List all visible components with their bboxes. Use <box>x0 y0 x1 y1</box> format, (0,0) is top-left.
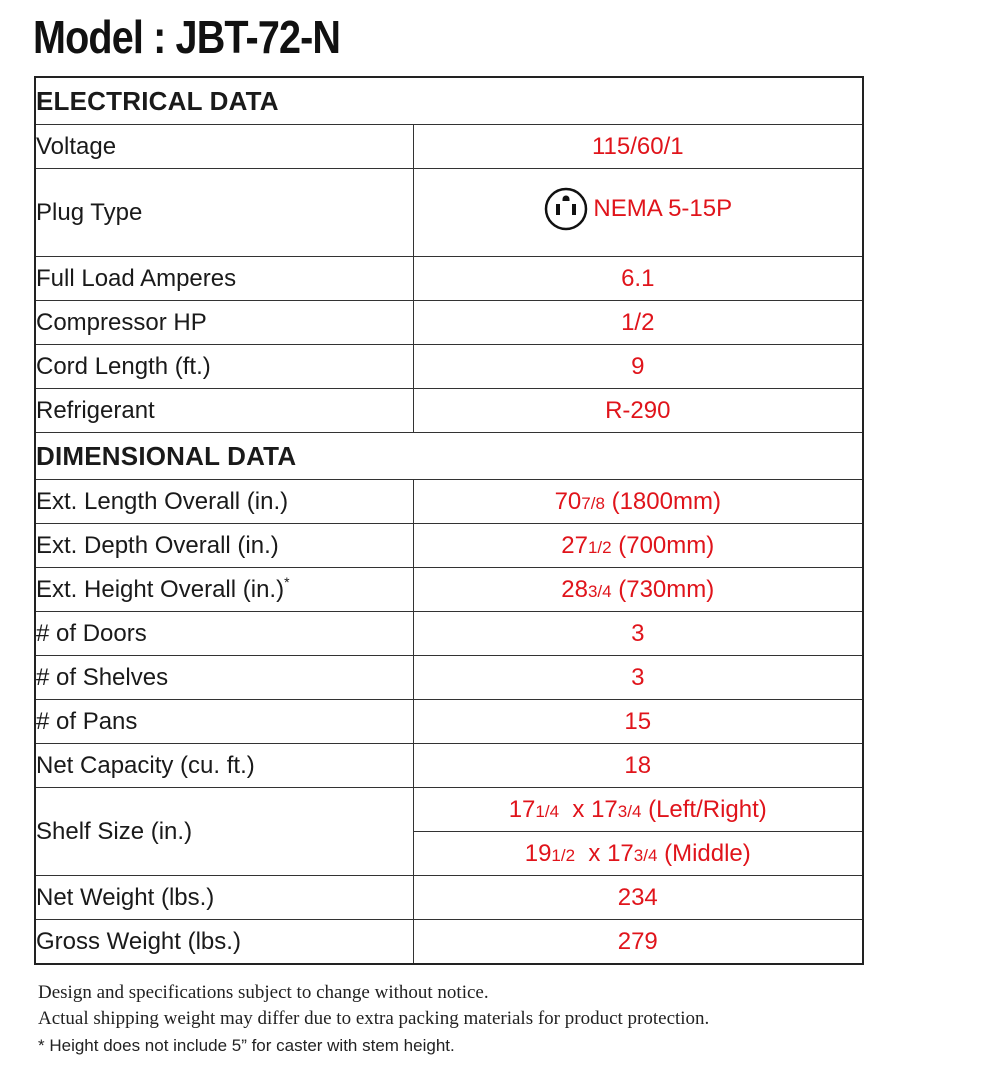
note-change-notice: Design and specifications subject to change without notice. <box>38 982 489 1003</box>
value-note: (Middle) <box>657 839 751 867</box>
row-label: # of Doors <box>35 612 413 656</box>
table-row <box>35 700 863 744</box>
row-value <box>413 788 863 832</box>
row-label: Gross Weight (lbs.) <box>35 920 413 965</box>
table-row <box>35 568 863 612</box>
row-label: Ext. Depth Overall (in.) <box>35 524 413 568</box>
row-value <box>413 568 863 612</box>
row-value: 18 <box>413 744 863 788</box>
table-row <box>35 480 863 524</box>
row-label <box>35 568 413 612</box>
row-value: 6.1 <box>413 257 863 301</box>
row-label: Plug Type <box>35 169 413 257</box>
footnote-mark: * <box>284 573 290 590</box>
value-fraction: 1/2 <box>551 845 576 865</box>
row-value: 3 <box>413 656 863 700</box>
row-value: 115/60/1 <box>413 125 863 169</box>
value-metric: (700mm) <box>611 531 715 559</box>
note-shipping-weight: Actual shipping weight may differ due to extra packing materials for product protection. <box>38 1008 710 1029</box>
row-value: R-290 <box>413 389 863 433</box>
value-whole: 27 <box>561 531 588 559</box>
value-fraction: 3/4 <box>633 845 658 865</box>
row-value <box>413 169 863 257</box>
value-whole: 17 <box>607 839 634 867</box>
row-label: # of Shelves <box>35 656 413 700</box>
spec-table <box>34 76 864 965</box>
table-row <box>35 345 863 389</box>
table-row <box>35 656 863 700</box>
row-label: Refrigerant <box>35 389 413 433</box>
row-value: 234 <box>413 876 863 920</box>
value-fraction: 1/2 <box>587 537 612 557</box>
row-label: Voltage <box>35 125 413 169</box>
row-label: Full Load Amperes <box>35 257 413 301</box>
value-whole: 17 <box>591 795 618 823</box>
section-header-dimensional <box>35 433 863 480</box>
row-label: Net Weight (lbs.) <box>35 876 413 920</box>
table-row <box>35 788 863 832</box>
section-header-electrical <box>35 77 863 125</box>
row-value: 15 <box>413 700 863 744</box>
row-label: Net Capacity (cu. ft.) <box>35 744 413 788</box>
table-row <box>35 612 863 656</box>
row-value: 279 <box>413 920 863 965</box>
value-fraction: 7/8 <box>581 493 605 513</box>
value-whole: 70 <box>554 487 582 515</box>
table-row <box>35 257 863 301</box>
row-label: Ext. Length Overall (in.) <box>35 480 413 524</box>
row-label-text: Ext. Height Overall (in.) <box>36 575 285 603</box>
row-label: Shelf Size (in.) <box>35 788 413 876</box>
table-row <box>35 169 863 257</box>
table-row <box>35 301 863 345</box>
table-row <box>35 125 863 169</box>
table-row <box>35 744 863 788</box>
footnotes <box>38 980 709 1059</box>
section-title: DIMENSIONAL DATA <box>35 433 863 480</box>
value-fraction: 3/4 <box>587 581 612 601</box>
value-metric: (1800mm) <box>604 487 721 515</box>
value-fraction: 1/4 <box>535 801 560 821</box>
row-label: Cord Length (ft.) <box>35 345 413 389</box>
row-value <box>413 480 863 524</box>
times-sign: x <box>575 839 608 867</box>
row-label: # of Pans <box>35 700 413 744</box>
value-note: (Left/Right) <box>641 795 767 823</box>
nema-plug-icon <box>543 186 589 232</box>
times-sign: x <box>559 795 592 823</box>
table-row <box>35 920 863 965</box>
model-title: Model : JBT-72-N <box>33 11 341 63</box>
table-row <box>35 524 863 568</box>
plug-type-value: NEMA 5-15P <box>593 195 733 222</box>
row-value: 9 <box>413 345 863 389</box>
table-row <box>35 389 863 433</box>
value-whole: 28 <box>561 575 588 603</box>
row-value: 3 <box>413 612 863 656</box>
value-whole: 19 <box>524 839 552 867</box>
row-value <box>413 832 863 876</box>
value-metric: (730mm) <box>611 575 715 603</box>
table-row <box>35 876 863 920</box>
value-whole: 17 <box>508 795 536 823</box>
section-title: ELECTRICAL DATA <box>35 77 863 125</box>
row-value <box>413 524 863 568</box>
note-height: * Height does not include 5” for caster with stem height. <box>38 1036 455 1055</box>
row-value: 1/2 <box>413 301 863 345</box>
row-label: Compressor HP <box>35 301 413 345</box>
value-fraction: 3/4 <box>617 801 642 821</box>
